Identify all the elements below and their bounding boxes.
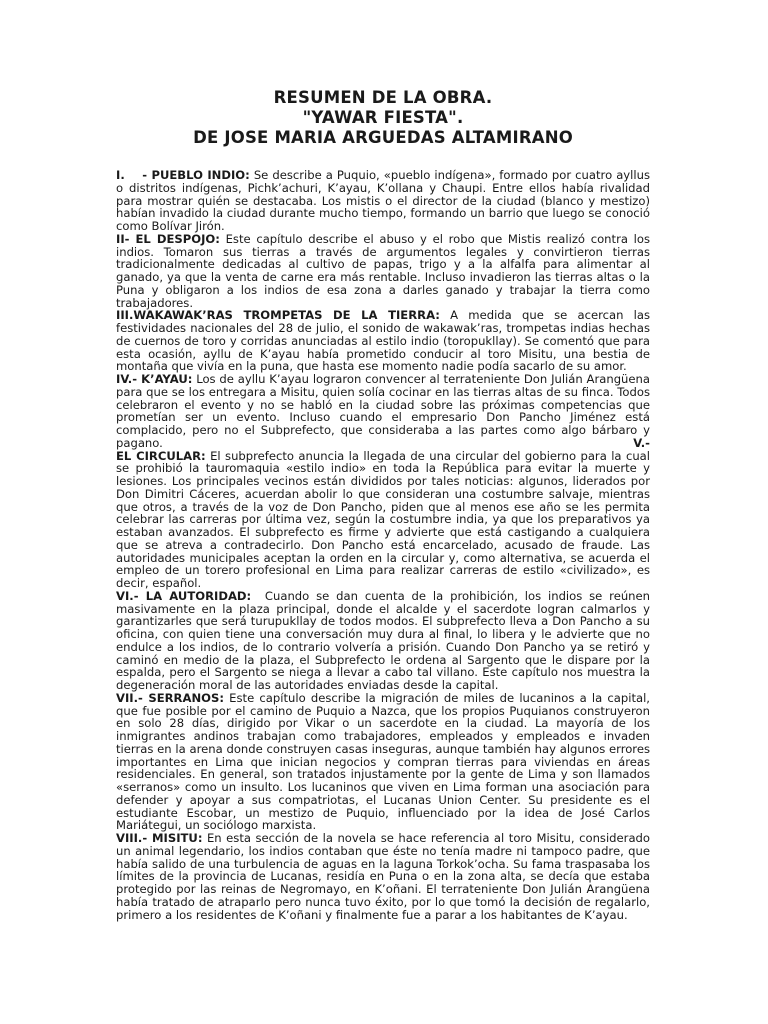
title-line-3: DE JOSE MARIA ARGUEDAS ALTAMIRANO (193, 128, 573, 147)
section-text: Cuando se dan cuenta de la prohibición, los indios se reúnen masivamente en la plaza principal, donde el alcalde y el sacerdote logran calmarlos y garantizarles que será turupukllay de todos modos. El subprefecto lleva a Don Pancho a su oficina, con quien tiene una conversación muy dura al final, lo libera y le advierte que no endulce a los indios, de lo contrario volvería a prisión. Cuando Don Pancho ya se retiró y caminó en medio de la plaza, el Subprefecto le ordena al Sargento que le dispare por la espalda, pero el Sargento se niega a llevar a cabo tal villano. Este capítulo nos muestra la degeneración moral de las autoridades enviadas desde la capital. (116, 588, 654, 692)
section-el-circular (116, 450, 650, 590)
section-text: A medida que se acercan las festividades nacionales del 28 de julio, el sonido de wakawak’ras, trompetas indias hechas de cuernos de toro y corridas anunciadas al estilo indio (toropukllay). Se comentó que para esta ocasión, ayllu de K’ayau había prometido conducir al toro Misitu, una bestia de montaña que vivía en la puna, que hasta ese momento nadie podía sacarlo de su amor. (116, 308, 651, 374)
section-heading: II- EL DESPOJO: (116, 231, 220, 246)
document-body (116, 168, 654, 922)
section-pueblo-indio (116, 169, 650, 233)
title-line-2: "YAWAR FIESTA". (302, 108, 464, 127)
section-heading: VIII.- MISITU: (116, 831, 203, 845)
section-el-despojo (116, 233, 650, 310)
section-heading: VI.- LA AUTORIDAD: (116, 588, 252, 603)
section-heading: EL CIRCULAR: (116, 448, 206, 463)
section-text: Se describe a Puquio, «pueblo indígena», formado por cuatro ayllus o distritos indígenas, Pichk’achuri, K’ayau, K’ollana y Chaupi. Entre ellos había rivalidad para mostrar quién se destacaba. Los mistis o el director de la ciudad (blanco y mestizo) habían invadido la ciudad durante mucho tiempo, formando un barrio que luego se conoció como Bolívar Jirón. (116, 168, 650, 233)
section-serranos (116, 692, 650, 832)
section-text: Los de ayllu K’ayau lograron convencer al terrateniente Don Julián Arangüena para que se los entregara a Misitu, quien solía cocinar en las tierras altas de su finca. Todos celebraron el evento y no se habló en la ciudad sobre las próximas competencias que prometían ser un evento. Incluso cuando el empresario Don Pancho Jiménez está complacido, pero no el Subprefecto, que consideraba a las partes como algo bárbaro y pagano. (116, 372, 650, 450)
document-title (116, 88, 650, 148)
title-line-1: RESUMEN DE LA OBRA. (273, 88, 493, 107)
section-misitu (116, 832, 650, 921)
section-text: Este capítulo describe la migración de miles de lucaninos a la capital, que fue posible por el camino de Puquio a Nazca, que los propios Puquianos construyeron en solo 28 días, dirigido por Vikar o un sacerdote en la ciudad. La mayoría de los inmigrantes andinos trabajan como trabajadores, empleados y empleados e invaden tierras en la arena donde construyen casas inseguras, aunque también hay algunos errores importantes en Lima que inician negocios y compran tierras para viviendas en áreas residenciales. En general, son tratados injustamente por la gente de Lima y son llamados «serranos» como un insulto. Los lucaninos que viven en Lima forman una asociación para defender y apoyar a sus compatriotas, el Lucanas Union Center. Su presidente es el estudiante Escobar, un mestizo de Puquio, influenciado por la idea de José Carlos Mariátegui, un sociólogo marxista. (116, 690, 650, 833)
section-heading: IV.- K’AYAU: (116, 372, 193, 386)
section-heading: VII.- SERRANOS: (116, 690, 224, 705)
section-heading: I. - PUEBLO INDIO: (116, 168, 250, 182)
section-kayau (116, 373, 650, 450)
section-text: El subprefecto anuncia la llegada de una circular del gobierno para la cual se prohibió la tauromaquia «estilo indio» en toda la República para evitar la muerte y lesiones. Los principales vecinos están divididos por tales noticias: algunos, liderados por Don Dimitri Cáceres, acuerdan abolir lo que consideran una costumbre salvaje, mientras que otros, a través de la voz de Don Pancho, piden que al menos ese año se les permita celebrar las carreras por última vez, según la costumbre india, ya que los preparativos ya estaban avanzados. El subprefecto es firme y advierte que está castigando a cualquiera que se atreva a contradecirlo. Don Pancho está encarcelado, acusado de fraude. Las autoridades municipales aceptan la orden en la circular y, como alternativa, se acuerda el empleo de un torero profesional en Lima para realizar carreras de estilo «civilizado», es decir, español. (116, 448, 650, 590)
document-page (116, 88, 654, 922)
section-wakawakras (116, 309, 650, 373)
section-heading: III.WAKAWAK’RAS TROMPETAS DE LA TIERRA: (116, 308, 440, 323)
section-text: Este capítulo describe el abuso y el robo que Mistis realizó contra los indios. Tomaron sus tierras a través de argumentos legales y convirtieron tierras tradicionalmente dedicadas al cultivo de papas, trigo y a la alfalfa para alimentar al ganado, ya que la venta de carne era más rentable. Incluso invadieron las tierras altas o la Puna y obligaron a los indios de esa zona a darles ganado y trabajar la tierra como trabajadores. (116, 231, 650, 310)
section-la-autoridad (116, 588, 654, 692)
section-heading-v: V.- (633, 435, 650, 450)
section-text: En esta sección de la novela se hace referencia al toro Misitu, considerado un animal legendario, los indios contaban que éste no tenía madre ni tampoco padre, que había salido de una turbulencia de aguas en la laguna Torkok’ocha. Su fama traspasaba los límites de la provincia de Lucanas, residía en Puna o en la zona alta, se decía que estaba protegido por las reinas de Negromayo, en K’oñani. El terrateniente Don Julián Arangüena había tratado de atraparlo pero nunca tuvo éxito, por lo que tomó la decisión de regalarlo, primero a los residentes de K’oñani y finalmente fue a parar a los habitantes de K’ayau. (116, 831, 651, 922)
